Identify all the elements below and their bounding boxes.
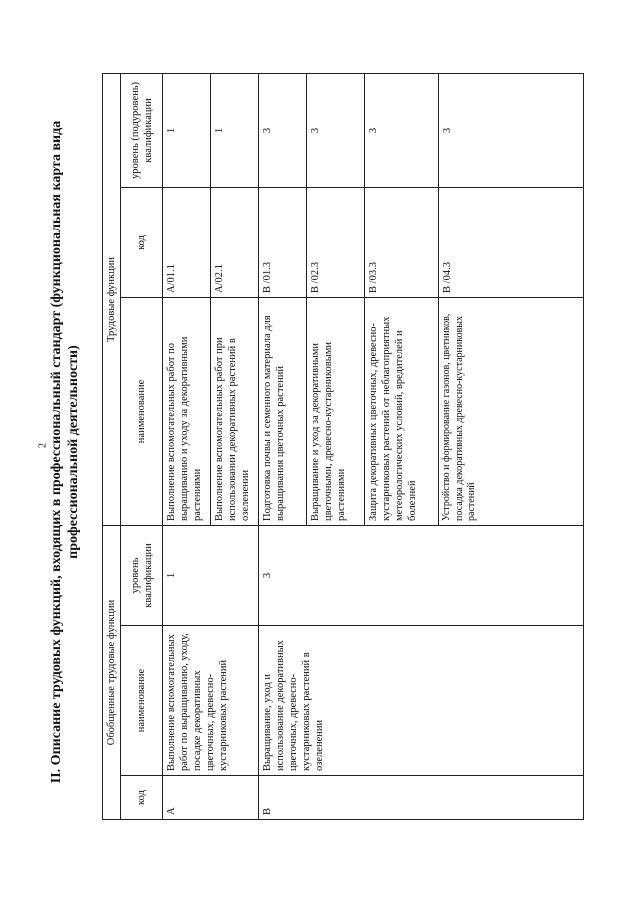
function-code: B /01.3	[259, 187, 307, 297]
page-number: 2	[37, 443, 49, 448]
function-name: Выполнение вспомогательных работ при использовании декоративных растений в озеленении	[211, 297, 259, 525]
function-name: Устройство и формирование газонов, цветников, посадка декоративных древесно-кустарниковых растений	[439, 297, 584, 525]
function-level: 3	[307, 73, 365, 187]
function-name: Подготовка почвы и семенного материала для выращивания цветочных растений	[259, 297, 307, 525]
table-row	[163, 73, 211, 819]
function-code: A/01.1	[163, 187, 211, 297]
function-code: A/02.1	[211, 187, 259, 297]
function-code: B /02.3	[307, 187, 365, 297]
function-level: 3	[439, 73, 584, 187]
header-function-level: уровень (подуровень) квалификации	[121, 73, 163, 187]
function-level: 3	[365, 73, 439, 187]
gtf-name: Выращивание, уход и использование декоративных цветочных, древесно-кустарниковых растений в озеленении	[259, 626, 584, 776]
gtf-code: A	[163, 776, 259, 820]
header-level: уровень квалификации	[121, 525, 163, 625]
function-name: Выполнение вспомогательных работ по выращиванию и уходу за декоративными растениями	[163, 297, 211, 525]
function-name: Защита декоративных цветочных, древесно-кустарниковых растений от неблагоприятных метеорологических условий, вредителей и болезней	[365, 297, 439, 525]
header-function-name: наименование	[121, 297, 163, 525]
gtf-level: 1	[163, 525, 259, 625]
function-code: B /03.3	[365, 187, 439, 297]
rotated-page-content	[37, 32, 600, 872]
header-name: наименование	[121, 626, 163, 776]
function-name: Выращивание и уход за декоративными цветочными, древесно-кустарниковыми растениями	[307, 297, 365, 525]
section-title-line-1: II. Описание трудовых функций, входящих в профессиональный стандарт (функциональная карта вида	[49, 120, 64, 784]
function-level: 1	[211, 73, 259, 187]
header-code: код	[121, 776, 163, 820]
header-function-code: код	[121, 187, 163, 297]
function-level: 3	[259, 73, 307, 187]
section-title	[48, 32, 82, 872]
section-title-line-2: профессиональной деятельности)	[66, 345, 81, 559]
functional-map-table	[102, 73, 584, 820]
function-level: 1	[163, 73, 211, 187]
table-row	[259, 73, 307, 819]
function-code: B /04.3	[439, 187, 584, 297]
gtf-level: 3	[259, 525, 584, 625]
gtf-name: Выполнение вспомогательных работ по выращиванию, уходу, посадке декоративных цветочных, древесно-кустарниковых растений	[163, 626, 259, 776]
header-labor-functions: Трудовые функции	[103, 73, 121, 525]
header-generalized-functions: Обобщенные трудовые функции	[103, 525, 121, 819]
gtf-code: B	[259, 776, 584, 820]
